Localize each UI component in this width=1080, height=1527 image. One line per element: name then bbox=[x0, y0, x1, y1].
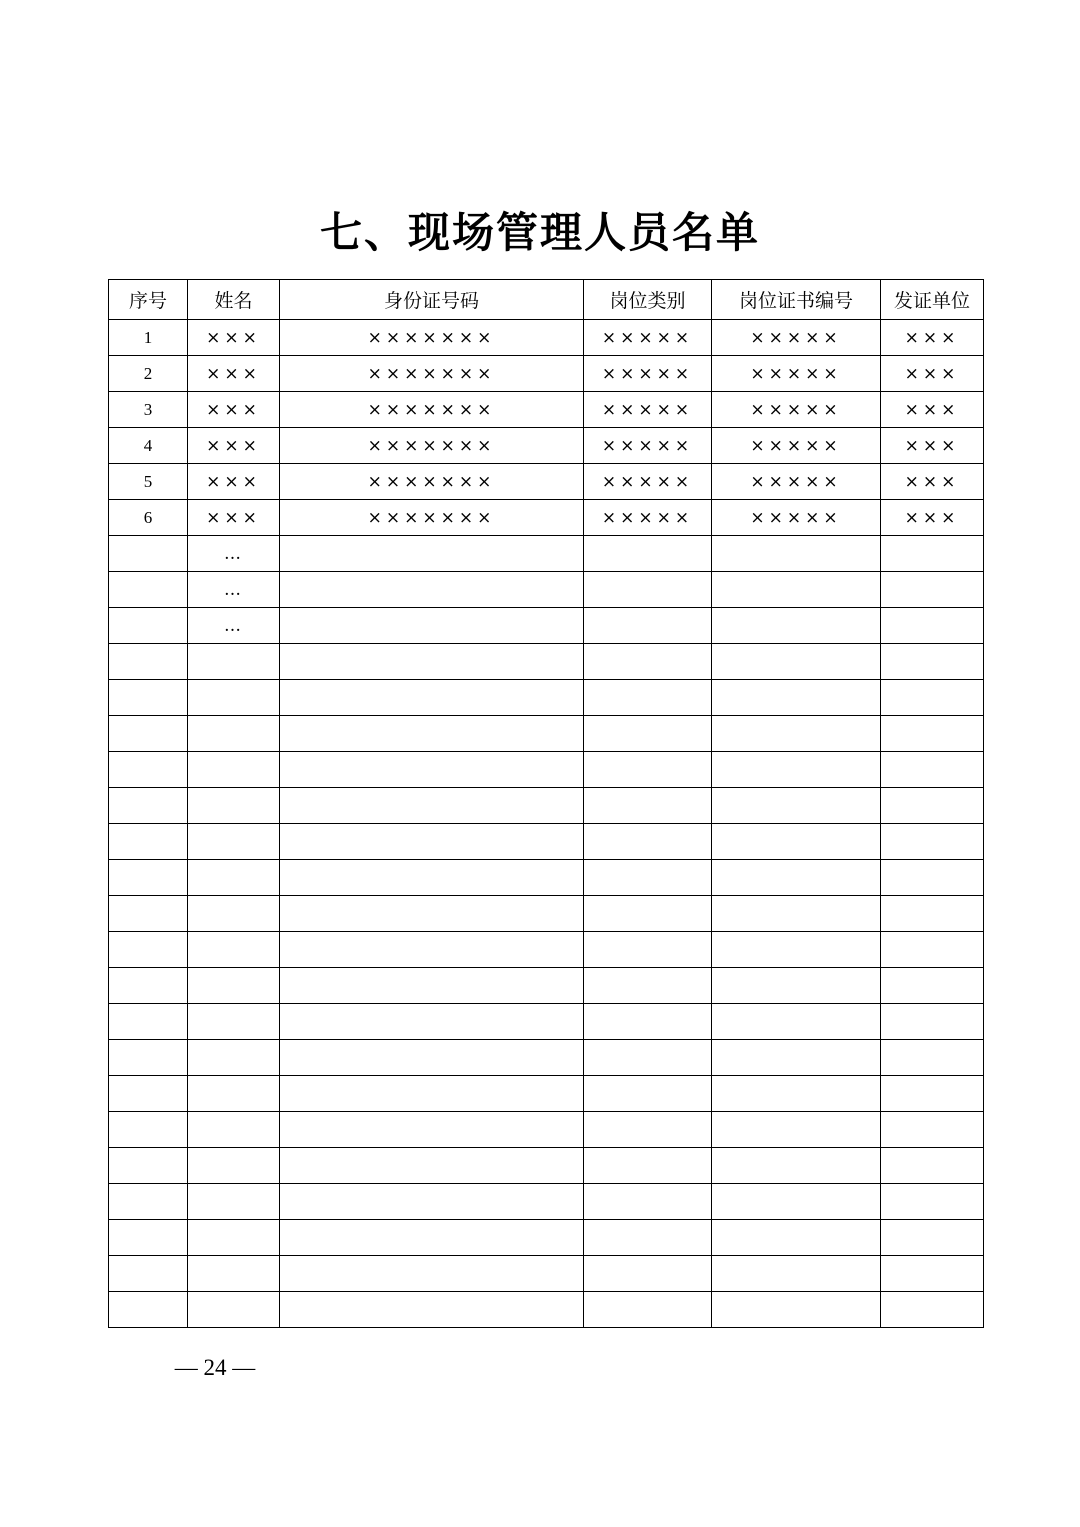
cell-issuing-unit bbox=[881, 752, 984, 788]
page-title: 七、现场管理人员名单 bbox=[319, 208, 760, 257]
cell-issuing-unit bbox=[881, 608, 984, 644]
table-row-empty bbox=[109, 1076, 984, 1112]
header-issuing-unit: 发证单位 bbox=[881, 280, 984, 320]
cell-seq: 4 bbox=[109, 428, 188, 464]
cell-issuing-unit: ××× bbox=[881, 500, 984, 536]
table-header-row bbox=[109, 280, 984, 320]
cell-issuing-unit bbox=[881, 536, 984, 572]
cell-issuing-unit bbox=[881, 824, 984, 860]
cell-certificate-number: ××××× bbox=[712, 392, 881, 428]
table-row bbox=[109, 428, 984, 464]
cell-name bbox=[188, 716, 280, 752]
cell-seq bbox=[109, 572, 188, 608]
cell-certificate-number bbox=[712, 716, 881, 752]
cell-name bbox=[188, 1256, 280, 1292]
cell-name: ××× bbox=[188, 320, 280, 356]
cell-id-number: ××××××× bbox=[280, 320, 584, 356]
cell-certificate-number bbox=[712, 1112, 881, 1148]
cell-position-type bbox=[584, 752, 712, 788]
cell-position-type bbox=[584, 968, 712, 1004]
cell-position-type bbox=[584, 1292, 712, 1328]
cell-id-number bbox=[280, 1220, 584, 1256]
table-row-empty bbox=[109, 1040, 984, 1076]
cell-seq bbox=[109, 860, 188, 896]
cell-issuing-unit bbox=[881, 1004, 984, 1040]
cell-certificate-number bbox=[712, 824, 881, 860]
cell-seq bbox=[109, 788, 188, 824]
header-id-number: 身份证号码 bbox=[280, 280, 584, 320]
ellipsis-mark: … bbox=[188, 572, 280, 608]
cell-issuing-unit: ××× bbox=[881, 320, 984, 356]
table-row-empty bbox=[109, 644, 984, 680]
cell-name bbox=[188, 1148, 280, 1184]
cell-seq bbox=[109, 536, 188, 572]
cell-id-number bbox=[280, 896, 584, 932]
cell-issuing-unit bbox=[881, 1256, 984, 1292]
cell-id-number bbox=[280, 1076, 584, 1112]
cell-name bbox=[188, 968, 280, 1004]
header-position-type: 岗位类别 bbox=[584, 280, 712, 320]
cell-certificate-number bbox=[712, 932, 881, 968]
cell-issuing-unit: ××× bbox=[881, 356, 984, 392]
cell-position-type bbox=[584, 1148, 712, 1184]
cell-position-type bbox=[584, 896, 712, 932]
cell-name bbox=[188, 1220, 280, 1256]
cell-seq bbox=[109, 968, 188, 1004]
cell-issuing-unit bbox=[881, 572, 984, 608]
cell-seq bbox=[109, 1220, 188, 1256]
cell-issuing-unit bbox=[881, 1292, 984, 1328]
cell-id-number bbox=[280, 1004, 584, 1040]
cell-certificate-number: ××××× bbox=[712, 464, 881, 500]
table-body bbox=[109, 320, 984, 1328]
cell-seq bbox=[109, 608, 188, 644]
cell-seq bbox=[109, 1112, 188, 1148]
table-row-empty bbox=[109, 860, 984, 896]
cell-seq bbox=[109, 932, 188, 968]
cell-certificate-number bbox=[712, 1220, 881, 1256]
table-row-empty bbox=[109, 1112, 984, 1148]
cell-name: ××× bbox=[188, 356, 280, 392]
cell-certificate-number bbox=[712, 680, 881, 716]
table-row-empty bbox=[109, 1292, 984, 1328]
cell-name bbox=[188, 680, 280, 716]
cell-seq bbox=[109, 1148, 188, 1184]
cell-certificate-number bbox=[712, 1076, 881, 1112]
cell-certificate-number bbox=[712, 1292, 881, 1328]
cell-position-type: ××××× bbox=[584, 356, 712, 392]
cell-issuing-unit bbox=[881, 1148, 984, 1184]
table-row bbox=[109, 500, 984, 536]
cell-certificate-number bbox=[712, 536, 881, 572]
cell-certificate-number bbox=[712, 788, 881, 824]
cell-id-number bbox=[280, 680, 584, 716]
cell-issuing-unit bbox=[881, 1040, 984, 1076]
page-number: — 24 — bbox=[174, 1355, 256, 1380]
cell-seq bbox=[109, 896, 188, 932]
cell-id-number: ××××××× bbox=[280, 464, 584, 500]
cell-position-type: ××××× bbox=[584, 392, 712, 428]
cell-id-number bbox=[280, 1040, 584, 1076]
cell-certificate-number bbox=[712, 1256, 881, 1292]
table-row-empty bbox=[109, 1256, 984, 1292]
cell-id-number: ××××××× bbox=[280, 356, 584, 392]
cell-seq: 5 bbox=[109, 464, 188, 500]
cell-position-type bbox=[584, 1040, 712, 1076]
table-row-empty bbox=[109, 680, 984, 716]
cell-position-type: ××××× bbox=[584, 428, 712, 464]
ellipsis-mark: … bbox=[188, 536, 280, 572]
cell-position-type: ××××× bbox=[584, 500, 712, 536]
cell-name bbox=[188, 860, 280, 896]
cell-certificate-number bbox=[712, 896, 881, 932]
cell-id-number bbox=[280, 968, 584, 1004]
table-row bbox=[109, 464, 984, 500]
cell-name bbox=[188, 752, 280, 788]
cell-certificate-number bbox=[712, 644, 881, 680]
cell-name bbox=[188, 1004, 280, 1040]
cell-name bbox=[188, 824, 280, 860]
cell-name bbox=[188, 788, 280, 824]
cell-id-number bbox=[280, 932, 584, 968]
cell-certificate-number bbox=[712, 860, 881, 896]
cell-id-number: ××××××× bbox=[280, 500, 584, 536]
header-seq: 序号 bbox=[109, 280, 188, 320]
cell-issuing-unit bbox=[881, 716, 984, 752]
cell-name: ××× bbox=[188, 500, 280, 536]
cell-seq bbox=[109, 1292, 188, 1328]
cell-id-number bbox=[280, 1184, 584, 1220]
cell-issuing-unit bbox=[881, 1076, 984, 1112]
cell-seq bbox=[109, 824, 188, 860]
cell-id-number bbox=[280, 788, 584, 824]
table-row-empty bbox=[109, 824, 984, 860]
cell-position-type: ××××× bbox=[584, 464, 712, 500]
cell-name bbox=[188, 896, 280, 932]
cell-name: ××× bbox=[188, 392, 280, 428]
cell-issuing-unit: ××× bbox=[881, 428, 984, 464]
table-row bbox=[109, 356, 984, 392]
cell-seq: 6 bbox=[109, 500, 188, 536]
cell-position-type bbox=[584, 572, 712, 608]
cell-id-number: ××××××× bbox=[280, 392, 584, 428]
table-row-empty bbox=[109, 788, 984, 824]
cell-id-number: ××××××× bbox=[280, 428, 584, 464]
table-row-empty bbox=[109, 1004, 984, 1040]
cell-issuing-unit bbox=[881, 1112, 984, 1148]
cell-position-type bbox=[584, 644, 712, 680]
table-row bbox=[109, 392, 984, 428]
cell-certificate-number bbox=[712, 752, 881, 788]
cell-position-type bbox=[584, 860, 712, 896]
cell-certificate-number bbox=[712, 608, 881, 644]
cell-certificate-number bbox=[712, 572, 881, 608]
cell-name bbox=[188, 1184, 280, 1220]
cell-seq bbox=[109, 1256, 188, 1292]
cell-id-number bbox=[280, 1112, 584, 1148]
cell-certificate-number bbox=[712, 1004, 881, 1040]
cell-seq: 2 bbox=[109, 356, 188, 392]
cell-id-number bbox=[280, 644, 584, 680]
cell-id-number bbox=[280, 536, 584, 572]
cell-seq bbox=[109, 680, 188, 716]
cell-certificate-number bbox=[712, 1184, 881, 1220]
cell-certificate-number: ××××× bbox=[712, 428, 881, 464]
cell-position-type bbox=[584, 1220, 712, 1256]
cell-issuing-unit: ××× bbox=[881, 464, 984, 500]
cell-position-type bbox=[584, 1112, 712, 1148]
cell-certificate-number bbox=[712, 1148, 881, 1184]
cell-position-type bbox=[584, 1004, 712, 1040]
personnel-table bbox=[108, 279, 984, 1328]
table-row-empty bbox=[109, 968, 984, 1004]
cell-certificate-number: ××××× bbox=[712, 500, 881, 536]
cell-name bbox=[188, 1292, 280, 1328]
cell-issuing-unit bbox=[881, 1220, 984, 1256]
table-row-empty bbox=[109, 896, 984, 932]
cell-issuing-unit: ××× bbox=[881, 392, 984, 428]
cell-certificate-number: ××××× bbox=[712, 356, 881, 392]
cell-position-type bbox=[584, 1256, 712, 1292]
cell-issuing-unit bbox=[881, 860, 984, 896]
cell-id-number bbox=[280, 1148, 584, 1184]
table-row bbox=[109, 572, 984, 608]
cell-position-type: ××××× bbox=[584, 320, 712, 356]
cell-id-number bbox=[280, 1256, 584, 1292]
cell-position-type bbox=[584, 608, 712, 644]
cell-issuing-unit bbox=[881, 644, 984, 680]
cell-position-type bbox=[584, 1184, 712, 1220]
cell-certificate-number bbox=[712, 1040, 881, 1076]
cell-issuing-unit bbox=[881, 680, 984, 716]
table-row-empty bbox=[109, 1184, 984, 1220]
cell-position-type bbox=[584, 788, 712, 824]
cell-seq bbox=[109, 644, 188, 680]
cell-position-type bbox=[584, 536, 712, 572]
header-certificate-number: 岗位证书编号 bbox=[712, 280, 881, 320]
table-row-empty bbox=[109, 1220, 984, 1256]
cell-name bbox=[188, 1076, 280, 1112]
cell-issuing-unit bbox=[881, 896, 984, 932]
cell-issuing-unit bbox=[881, 968, 984, 1004]
cell-issuing-unit bbox=[881, 788, 984, 824]
cell-certificate-number bbox=[712, 968, 881, 1004]
cell-name bbox=[188, 1112, 280, 1148]
table-row bbox=[109, 608, 984, 644]
cell-name: ××× bbox=[188, 428, 280, 464]
cell-name bbox=[188, 644, 280, 680]
cell-name bbox=[188, 1040, 280, 1076]
cell-id-number bbox=[280, 752, 584, 788]
cell-seq bbox=[109, 752, 188, 788]
cell-position-type bbox=[584, 824, 712, 860]
cell-seq bbox=[109, 1040, 188, 1076]
cell-issuing-unit bbox=[881, 1184, 984, 1220]
cell-seq bbox=[109, 1076, 188, 1112]
cell-seq bbox=[109, 1184, 188, 1220]
cell-id-number bbox=[280, 1292, 584, 1328]
table-row bbox=[109, 536, 984, 572]
cell-position-type bbox=[584, 716, 712, 752]
cell-seq bbox=[109, 1004, 188, 1040]
table-row-empty bbox=[109, 752, 984, 788]
table-row-empty bbox=[109, 1148, 984, 1184]
cell-name: ××× bbox=[188, 464, 280, 500]
cell-position-type bbox=[584, 1076, 712, 1112]
cell-id-number bbox=[280, 716, 584, 752]
table-row-empty bbox=[109, 716, 984, 752]
cell-id-number bbox=[280, 572, 584, 608]
cell-id-number bbox=[280, 608, 584, 644]
cell-id-number bbox=[280, 860, 584, 896]
cell-seq: 1 bbox=[109, 320, 188, 356]
ellipsis-mark: … bbox=[188, 608, 280, 644]
cell-position-type bbox=[584, 680, 712, 716]
cell-seq bbox=[109, 716, 188, 752]
table-row-empty bbox=[109, 932, 984, 968]
cell-id-number bbox=[280, 824, 584, 860]
cell-position-type bbox=[584, 932, 712, 968]
header-name: 姓名 bbox=[188, 280, 280, 320]
cell-certificate-number: ××××× bbox=[712, 320, 881, 356]
cell-issuing-unit bbox=[881, 932, 984, 968]
table-row bbox=[109, 320, 984, 356]
cell-seq: 3 bbox=[109, 392, 188, 428]
cell-name bbox=[188, 932, 280, 968]
